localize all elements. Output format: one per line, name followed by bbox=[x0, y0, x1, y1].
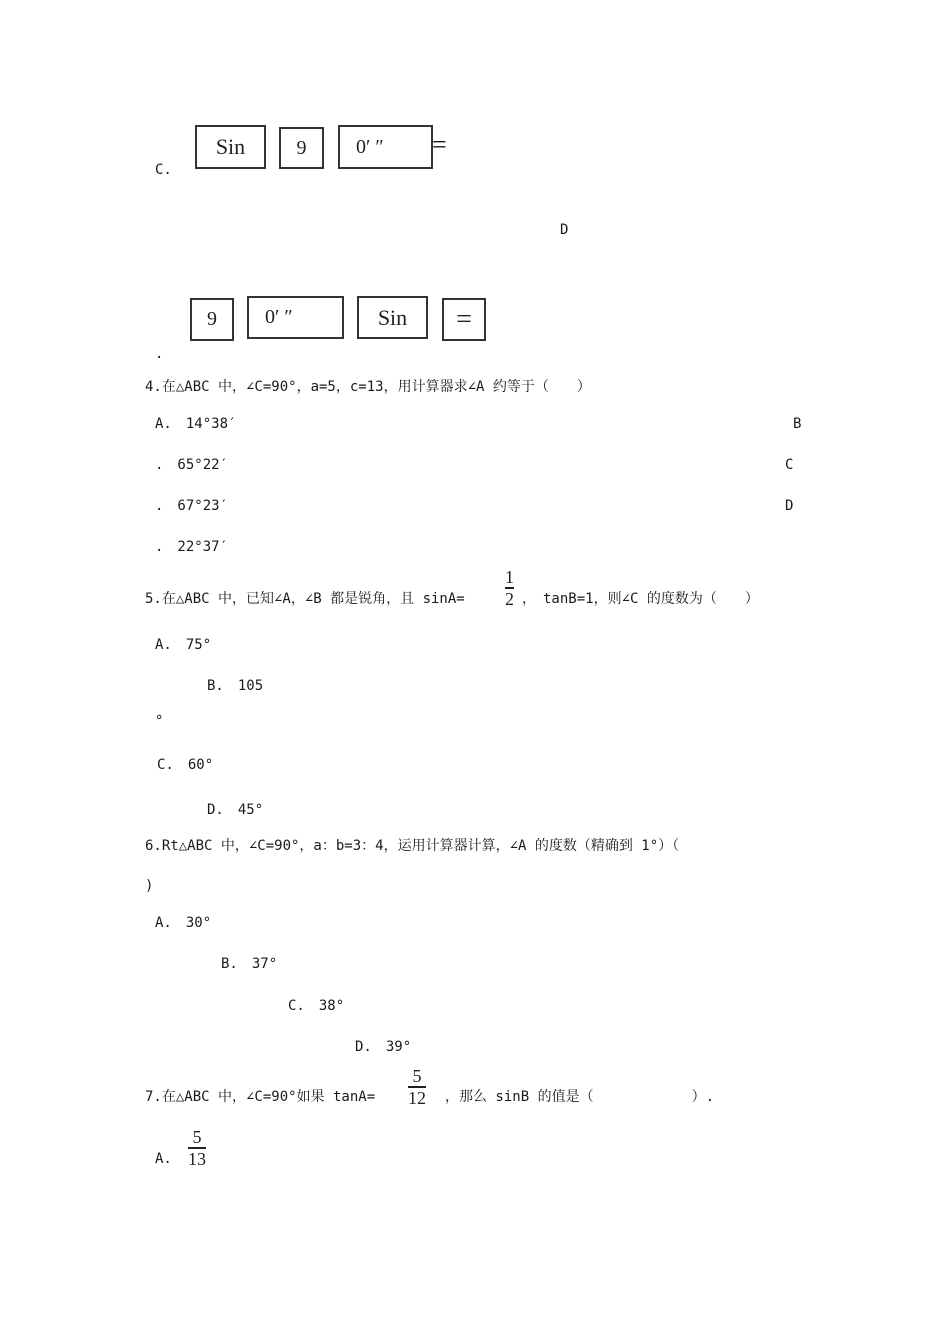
q4-option-b: . 65°22′ bbox=[155, 457, 229, 473]
q5-option-d: D. 45° bbox=[207, 802, 264, 818]
q4-stem: 4.在△ABC 中，∠C=90°，a=5，c=13，用计算器求∠A 约等于（ ） bbox=[145, 379, 591, 395]
fraction-denominator: 13 bbox=[188, 1148, 206, 1169]
q6-stem: 6.Rt△ABC 中，∠C=90°，a：b=3：4，运用计算器计算，∠A 的度数（精确到 1°）（ bbox=[145, 838, 680, 854]
fraction-denominator: 2 bbox=[505, 588, 514, 609]
q5-stem-pre: 5.在△ABC 中，已知∠A，∠B 都是锐角，且 sinA= bbox=[145, 591, 465, 607]
q3-option-d-label: D bbox=[560, 222, 569, 238]
calc-key-dms: 0′ ″ bbox=[338, 125, 433, 169]
q4-option-d: . 22°37′ bbox=[155, 539, 229, 555]
q4-option-b-label: B bbox=[793, 416, 802, 432]
q3-option-d-dot: . bbox=[155, 346, 164, 362]
q7-option-a-label: A. bbox=[155, 1151, 172, 1167]
calc-key-equals: = bbox=[442, 298, 486, 341]
fraction-numerator: 1 bbox=[505, 567, 514, 587]
q7-option-a-fraction bbox=[188, 1128, 206, 1168]
q7-fraction bbox=[408, 1067, 426, 1107]
fraction-numerator: 5 bbox=[192, 1127, 202, 1147]
calc-key-sin: Sin bbox=[357, 296, 428, 339]
q6-stem-cont: ) bbox=[145, 878, 154, 894]
q6-option-d: D. 39° bbox=[355, 1039, 412, 1055]
q4-option-a: A. 14°38′ bbox=[155, 416, 237, 432]
q5-option-c: C. 60° bbox=[157, 757, 214, 773]
calc-key-9: 9 bbox=[279, 127, 324, 169]
q5-stem-post: ， tanB=1，则∠C 的度数为（ ） bbox=[522, 591, 759, 607]
q7-stem-pre: 7.在△ABC 中，∠C=90°如果 tanA= bbox=[145, 1089, 376, 1105]
q5-option-a: A. 75° bbox=[155, 637, 212, 653]
fraction-numerator: 5 bbox=[412, 1066, 422, 1086]
calc-key-sin: Sin bbox=[195, 125, 266, 169]
q4-option-d-label: D bbox=[785, 498, 794, 514]
equals-sign: = bbox=[432, 130, 447, 159]
q5-fraction bbox=[505, 568, 514, 608]
q3-option-c-label: C. bbox=[155, 162, 172, 178]
q6-option-a: A. 30° bbox=[155, 915, 212, 931]
q6-option-c: C. 38° bbox=[288, 998, 345, 1014]
q6-option-b: B. 37° bbox=[221, 956, 278, 972]
calc-key-dms: 0′ ″ bbox=[247, 296, 344, 339]
q7-stem-post: ，那么 sinB 的值是（ ）. bbox=[445, 1089, 715, 1105]
q5-option-b: B. 105 bbox=[207, 678, 264, 694]
q4-option-c: . 67°23′ bbox=[155, 498, 229, 514]
q4-option-c-label: C bbox=[785, 457, 794, 473]
q5-option-b-cont: ° bbox=[155, 713, 164, 729]
calc-key-9: 9 bbox=[190, 298, 234, 341]
fraction-denominator: 12 bbox=[408, 1087, 426, 1108]
